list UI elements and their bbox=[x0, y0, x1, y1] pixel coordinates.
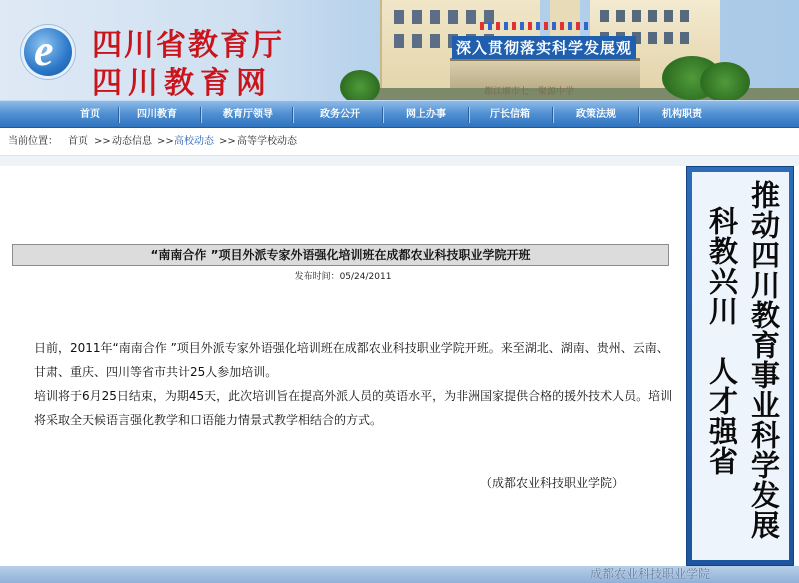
nav-divider bbox=[382, 107, 384, 123]
footer-text: 成都农业科技职业学院 bbox=[590, 567, 711, 581]
nav-item-home[interactable]: 首页 bbox=[80, 109, 100, 120]
tree-icon bbox=[340, 70, 380, 100]
side-banner-line1: 推动四川教育事业科学发展 bbox=[747, 180, 781, 540]
breadcrumb-prefix: 当前位置： bbox=[8, 136, 58, 147]
nav-divider bbox=[118, 107, 120, 123]
nav-item-director-mailbox[interactable]: 厅长信箱 bbox=[490, 109, 530, 120]
side-slogan-banner bbox=[686, 166, 794, 566]
article-area bbox=[0, 166, 686, 566]
breadcrumb-home[interactable]: 首页 bbox=[68, 136, 88, 147]
tree-icon bbox=[700, 62, 750, 100]
content-top-band bbox=[0, 156, 799, 166]
nav-item-online-service[interactable]: 网上办事 bbox=[406, 109, 446, 120]
breadcrumb-dynamic-info[interactable]: 动态信息 bbox=[112, 136, 152, 147]
logo-e-icon: e bbox=[34, 26, 54, 75]
nav-divider bbox=[200, 107, 202, 123]
article-paragraph-2: 培训将于6月25日结束，为期45天，此次培训旨在提高外派人员的英语水平，为非洲国家提供合格的援外技术人员。培训将采取全天候语言强化教学和口语能力情景式教学相结合的方式。 bbox=[34, 389, 673, 427]
breadcrumb-current: 高等学校动态 bbox=[237, 136, 297, 147]
breadcrumb-separator: >> bbox=[94, 136, 111, 147]
nav-divider bbox=[292, 107, 294, 123]
article-title: “南南合作 ”项目外派专家外语强化培训班在成都农业科技职业学院开班 bbox=[12, 244, 669, 266]
site-name-line1: 四川省教育厅 bbox=[92, 28, 284, 63]
main-nav bbox=[0, 100, 799, 128]
nav-item-leaders[interactable]: 教育厅领导 bbox=[223, 109, 273, 120]
article-paragraph-1: 日前，2011年“南南合作 ”项目外派专家外语强化培训班在成都农业科技职业学院开班。来至湖北、湖南、贵州、云南、甘肃、重庆、四川等省市共计25人参加培训。 bbox=[34, 341, 669, 379]
site-name-line2: 四川教育网 bbox=[92, 66, 272, 100]
side-banner-inner bbox=[692, 172, 789, 560]
nav-item-policies[interactable]: 政策法规 bbox=[576, 109, 616, 120]
breadcrumb-separator: >> bbox=[157, 136, 174, 147]
page-footer bbox=[0, 566, 799, 583]
breadcrumb bbox=[0, 128, 799, 156]
breadcrumb-college-news[interactable]: 高校动态 bbox=[174, 136, 214, 147]
breadcrumb-separator: >> bbox=[219, 136, 236, 147]
nav-divider bbox=[638, 107, 640, 123]
nav-item-org-duties[interactable]: 机构职责 bbox=[662, 109, 702, 120]
nav-item-sichuan-education[interactable]: 四川教育 bbox=[137, 109, 177, 120]
side-banner-line2: 科教兴川 人才强省 bbox=[705, 206, 739, 476]
article-source: （成都农业科技职业学院） bbox=[480, 476, 625, 490]
nav-divider bbox=[552, 107, 554, 123]
gate-text: 都江堰市七一聚源中学 bbox=[484, 87, 575, 97]
nav-item-gov-affairs[interactable]: 政务公开 bbox=[320, 109, 360, 120]
header-slogan: 深入贯彻落实科学发展观 bbox=[452, 36, 636, 59]
flags-decoration bbox=[480, 22, 590, 30]
site-header bbox=[0, 0, 799, 100]
article-date: 发布时间：05/24/2011 bbox=[294, 272, 392, 282]
